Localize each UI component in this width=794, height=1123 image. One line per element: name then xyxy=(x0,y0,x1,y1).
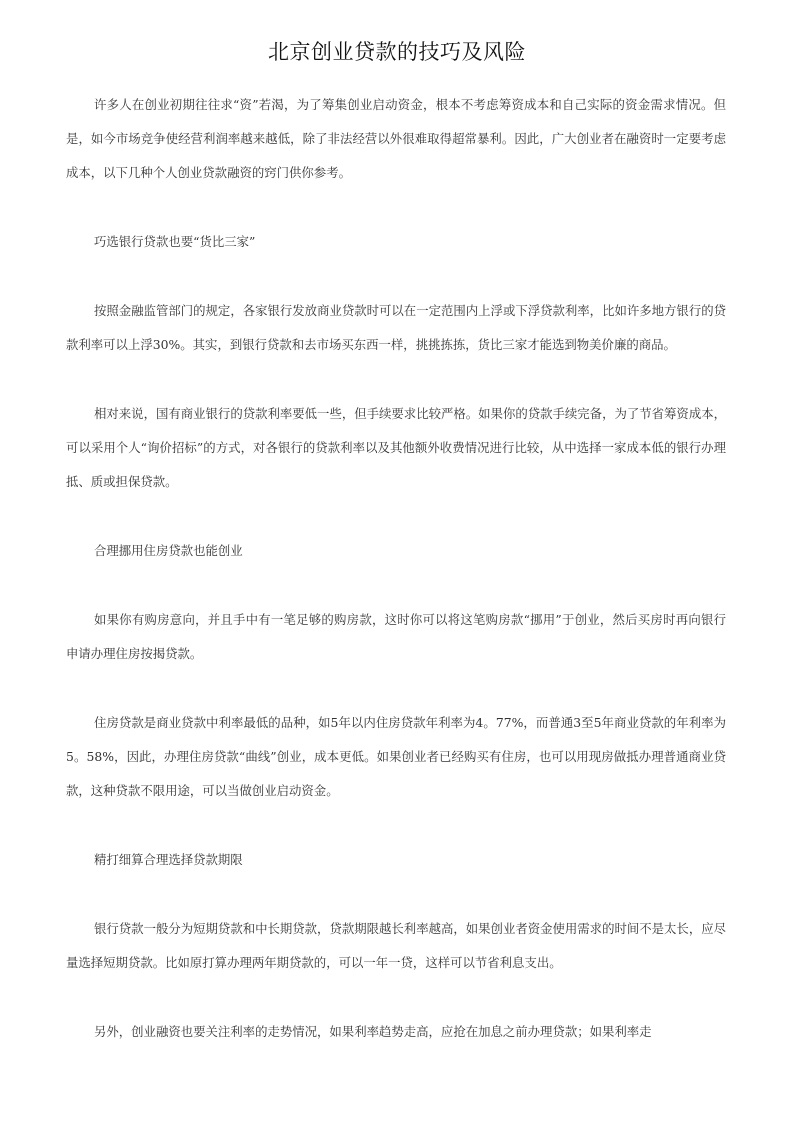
section-paragraph: 如果你有购房意向，并且手中有一笔足够的购房款，这时你可以将这笔购房款“挪用”于创业，然后买房时再向银行申请办理住房按揭贷款。 xyxy=(66,612,726,661)
section-paragraph: 银行贷款一般分为短期贷款和中长期贷款，贷款期限越长利率越高，如果创业者资金使用需求的时间不是太长，应尽量选择短期贷款。比如原打算办理两年期贷款的，可以一年一贷，这样可以节省利息支出。 xyxy=(66,921,726,970)
spacer xyxy=(66,362,726,397)
section-paragraph: 相对来说，国有商业银行的贷款利率要低一些，但手续要求比较严格。如果你的贷款手续完备，为了节省筹资成本，可以采用个人“询价招标”的方式，对各银行的贷款利率以及其他额外收费情况进行比较，从中选择一家成本低的银行办理抵、质或担保贷款。 xyxy=(66,406,726,489)
spacer xyxy=(66,190,726,225)
spacer xyxy=(66,980,726,1015)
spacer xyxy=(66,808,726,843)
intro-paragraph: 许多人在创业初期往往求“资”若渴，为了筹集创业启动资金，根本不考虑筹资成本和自己实际的资金需求情况。但是，如今市场竞争使经营利润率越来越低，除了非法经营以外很难取得超常暴利。因此，广大创业者在融资时一定要考虑成本，以下几种个人创业贷款融资的窍门供你参考。 xyxy=(66,97,726,180)
section-heading-housing-loan: 合理挪用住房贷款也能创业 xyxy=(94,543,243,558)
section-heading-loan-term: 精打细算合理选择贷款期限 xyxy=(94,852,243,867)
section-paragraph: 按照金融监管部门的规定，各家银行发放商业贷款时可以在一定范围内上浮或下浮贷款利率，比如许多地方银行的贷款利率可以上浮30%。其实，到银行贷款和去市场买东西一样，挑挑拣拣，货比三家才能选到物美价廉的商品。 xyxy=(66,303,726,352)
section-heading-bank-comparison: 巧选银行贷款也要“货比三家” xyxy=(94,234,256,249)
section-paragraph: 另外，创业融资也要关注利率的走势情况，如果利率趋势走高，应抢在加息之前办理贷款；如果利率走 xyxy=(94,1024,652,1039)
spacer xyxy=(66,877,726,912)
spacer xyxy=(66,499,726,534)
section-paragraph: 住房贷款是商业贷款中利率最低的品种，如5年以内住房贷款年利率为4。77%，而普通3至5年商业贷款的年利率为5。58%，因此，办理住房贷款“曲线”创业，成本更低。如果创业者已经购买有住房，也可以用现房做抵办理普通商业贷款，这种贷款不限用途，可以当做创业启动资金。 xyxy=(66,715,726,798)
spacer xyxy=(66,671,726,706)
document-body xyxy=(66,88,726,1049)
spacer xyxy=(66,259,726,294)
page-title: 北京创业贷款的技巧及风险 xyxy=(268,40,526,64)
spacer xyxy=(66,568,726,603)
